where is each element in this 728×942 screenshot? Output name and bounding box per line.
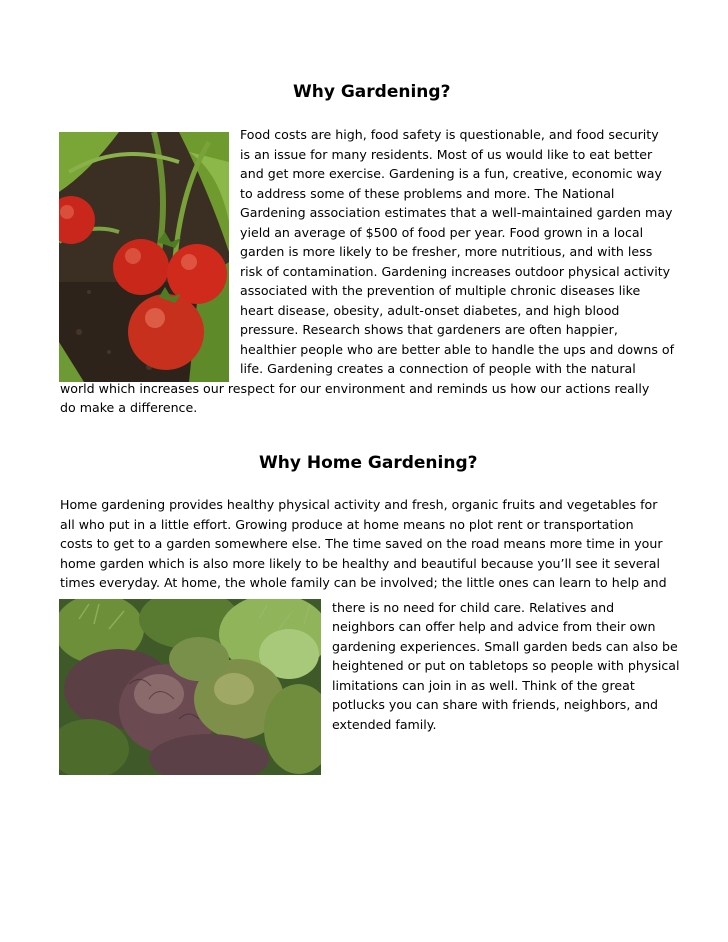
paragraph-line: costs to get to a garden somewhere else. The time saved on the road means more time in your — [60, 536, 663, 551]
paragraph-line: to address some of these problems and more. The National — [240, 186, 615, 201]
paragraph-line: potlucks you can share with friends, neighbors, and — [332, 697, 659, 712]
paragraph-line: associated with the prevention of multiple chronic diseases like — [240, 283, 641, 298]
paragraph-line: Gardening association estimates that a well-maintained garden may — [240, 205, 673, 220]
paragraph-line: neighbors can offer help and advice from their own — [332, 619, 656, 634]
paragraph-line: yield an average of $500 of food per year. Food grown in a local — [240, 225, 644, 240]
section-title-why-home-gardening: Why Home Gardening? — [259, 453, 478, 473]
paragraph-line: home garden which is also more likely to be healthy and beautiful because you’ll see it several — [60, 556, 660, 571]
paragraph-line: there is no need for child care. Relatives and — [332, 600, 615, 615]
paragraph-line: do make a difference. — [60, 400, 198, 415]
paragraph-line: heightened or put on tabletops so people with physical — [332, 658, 680, 673]
paragraph-line: healthier people who are better able to handle the ups and downs of — [240, 342, 675, 357]
paragraph-line: and get more exercise. Gardening is a fun, creative, economic way — [240, 166, 662, 181]
paragraph-line: risk of contamination. Gardening increases outdoor physical activity — [240, 264, 671, 279]
paragraph-line: garden is more likely to be fresher, more nutritious, and with less — [240, 244, 653, 259]
paragraph-line: life. Gardening creates a connection of people with the natural — [240, 361, 636, 376]
paragraph-line: world which increases our respect for our environment and reminds us how our actions really — [60, 381, 650, 396]
paragraph-line: gardening experiences. Small garden beds can also be — [332, 639, 678, 654]
paragraph-line: limitations can join in as well. Think of the great — [332, 678, 635, 693]
lettuce-garden-photo — [59, 599, 321, 775]
paragraph-line: is an issue for many residents. Most of us would like to eat better — [240, 147, 653, 162]
paragraph-line: all who put in a little effort. Growing produce at home means no plot rent or transportation — [60, 517, 634, 532]
tomato-plant-photo — [59, 132, 229, 382]
paragraph-line: pressure. Research shows that gardeners are often happier, — [240, 322, 618, 337]
paragraph-line: times everyday. At home, the whole family can be involved; the little ones can learn to help and — [60, 575, 667, 590]
paragraph-line: Home gardening provides healthy physical activity and fresh, organic fruits and vegetables for — [60, 497, 658, 512]
paragraph-line: heart disease, obesity, adult-onset diabetes, and high blood — [240, 303, 620, 318]
paragraph-line: Food costs are high, food safety is questionable, and food security — [240, 127, 659, 142]
section-title-why-gardening: Why Gardening? — [293, 82, 451, 102]
paragraph-line: extended family. — [332, 717, 437, 732]
